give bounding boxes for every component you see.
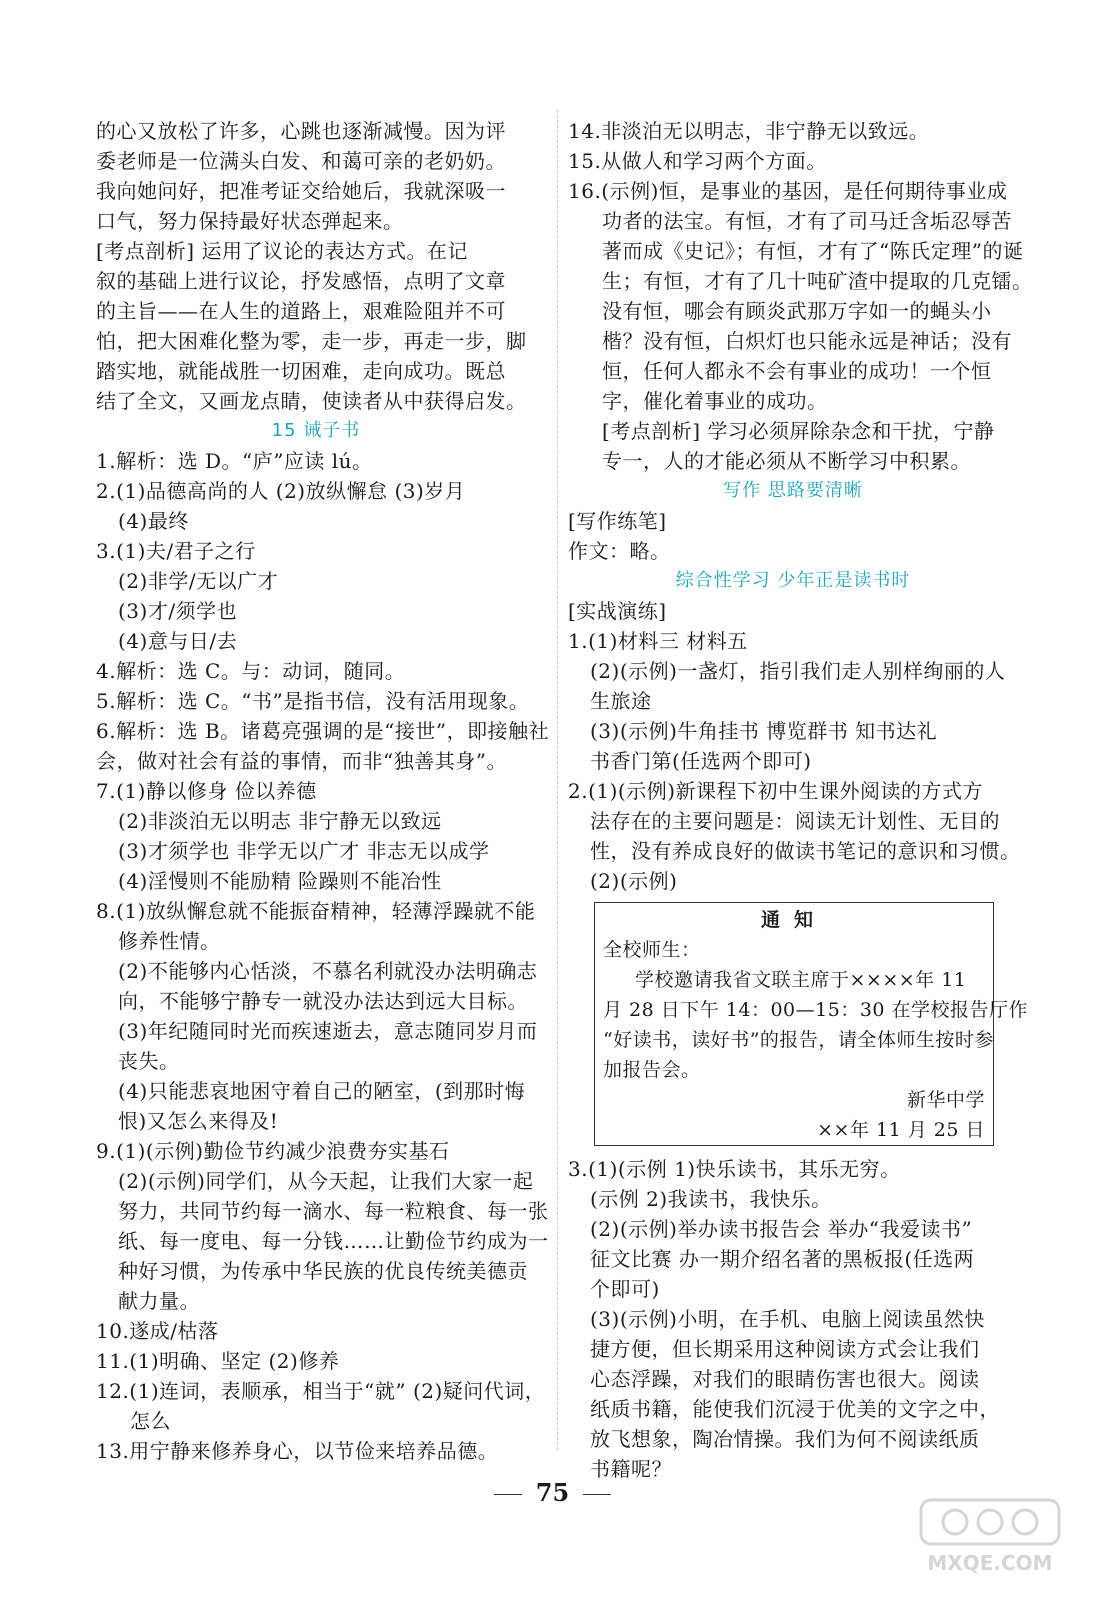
text-line: 功者的法宝。有恒，才有了司马迁含垢忍辱苦 xyxy=(602,209,1012,233)
text-line: 6.解析：选 B。诸葛亮强调的是“接世”，即接触社 xyxy=(96,719,550,743)
text-line: 丧失。 xyxy=(118,1049,180,1073)
text-line: 种好习惯，为传承中华民族的优良传统美德贡 xyxy=(118,1259,528,1283)
footer-dash-left xyxy=(494,1494,522,1495)
text-line: [实战演练] xyxy=(568,599,667,623)
text-line: 著而成《史记》；有恒，才有了“陈氏定理”的诞 xyxy=(602,239,1024,263)
text-line: 踏实地，就能战胜一切困难，走向成功。既总 xyxy=(96,359,506,383)
page-number: 75 xyxy=(535,1478,570,1507)
text-line: 纸、每一度电、每一分钱……让勤俭节约成为一 xyxy=(118,1229,549,1253)
section-heading: 15 诫子书 xyxy=(271,420,361,441)
text-line: 委老师是一位满头白发、和蔼可亲的老奶奶。 xyxy=(96,149,506,173)
text-line: 生旅途 xyxy=(590,689,652,713)
text-line: 向，不能够宁静专一就没办法达到远大目标。 xyxy=(118,989,528,1013)
text-line: 7.(1)静以修身 俭以养德 xyxy=(96,779,317,803)
right-column xyxy=(568,116,1033,1484)
text-line: 3.(1)(示例 1)快乐读书，其乐无穷。 xyxy=(568,1157,901,1181)
notice-greeting: 全校师生： xyxy=(603,939,701,961)
notice-body-line: 加报告会。 xyxy=(603,1059,701,1081)
text-line: [考点剖析] 运用了议论的表达方式。在记 xyxy=(96,239,468,263)
notice-body-line: “好读书，读好书”的报告，请全体师生按时参 xyxy=(603,1029,994,1051)
text-line: (4)淫慢则不能励精 险躁则不能冶性 xyxy=(118,869,442,893)
text-line: 2.(1)品德高尚的人 (2)放纵懈怠 (3)岁月 xyxy=(96,479,466,503)
text-line: 的主旨——在人生的道路上，艰难险阻并不可 xyxy=(96,299,506,323)
left-column xyxy=(96,116,550,1466)
text-line: (4)最终 xyxy=(118,509,189,533)
text-line: 9.(1)(示例)勤俭节约减少浪费夯实基石 xyxy=(96,1139,450,1163)
text-line: 性，没有养成良好的做读书笔记的意识和习惯。 xyxy=(590,839,1021,863)
text-line: 叙的基础上进行议论，抒发感悟，点明了文章 xyxy=(96,269,506,293)
text-line: (2)不能够内心恬淡，不慕名利就没办法明确志 xyxy=(118,959,538,983)
text-line: 心态浮躁，对我们的眼睛伤害也很大。阅读 xyxy=(590,1367,980,1391)
text-line: 征文比赛 办一期介绍名著的黑板报(任选两 xyxy=(590,1247,975,1271)
text-line: 4.解析：选 C。与：动词，随同。 xyxy=(96,659,406,683)
text-line: 8.(1)放纵懈怠就不能振奋精神，轻薄浮躁就不能 xyxy=(96,899,536,923)
text-line: 献力量。 xyxy=(118,1289,200,1313)
text-line: 恒，任何人都永不会有事业的成功！一个恒 xyxy=(602,359,992,383)
text-line: (示例 2)我读书，我快乐。 xyxy=(590,1187,832,1211)
text-line: 修养性情。 xyxy=(118,929,221,953)
text-line: 字，催化着事业的成功。 xyxy=(602,389,828,413)
text-line: (2)(示例)一盏灯，指引我们走人别样绚丽的人 xyxy=(590,659,1006,683)
text-line: 书香门第(任选两个即可) xyxy=(590,749,812,773)
text-line: 没有恒，哪会有顾炎武那万字如一的蝇头小 xyxy=(602,299,992,323)
text-line: 11.(1)明确、坚定 (2)修养 xyxy=(96,1349,340,1373)
text-line: 作文：略。 xyxy=(568,539,671,563)
text-line: 书籍呢？ xyxy=(590,1457,672,1481)
text-line: (2)(示例) xyxy=(590,869,678,893)
notice-date: ××年 11 月 25 日 xyxy=(817,1119,985,1141)
notice-signer: 新华中学 xyxy=(906,1089,985,1111)
notice-body-line: 月 28 日下午 14：00—15：30 在学校报告厅作 xyxy=(603,999,1029,1021)
text-line: 的心又放松了许多，心跳也逐渐减慢。因为评 xyxy=(96,119,506,143)
notice-body-line: 学校邀请我省文联主席于××××年 11 xyxy=(635,969,967,991)
text-line: 专一，人的才能必须从不断学习中积累。 xyxy=(602,449,971,473)
text-line: 结了全文，又画龙点睛，使读者从中获得启发。 xyxy=(96,389,527,413)
text-line: (3)年纪随同时光而疾速逝去，意志随同岁月而 xyxy=(118,1019,538,1043)
text-line: (3)(示例)小明，在手机、电脑上阅读虽然快 xyxy=(590,1307,985,1331)
text-line: 3.(1)夫/君子之行 xyxy=(96,539,256,563)
watermark-icon xyxy=(915,1496,1065,1578)
text-line: 放飞想象，陶冶情操。我们为何不阅读纸质 xyxy=(590,1427,980,1451)
footer-dash-right xyxy=(583,1494,611,1495)
text-line: 楷？没有恒，白炽灯也只能永远是神话；没有 xyxy=(602,329,1012,353)
text-line: 16.(示例)恒，是事业的基因，是任何期待事业成 xyxy=(568,179,1008,203)
text-line: 生；有恒，才有了几十吨矿渣中提取的几克镭。 xyxy=(602,269,1033,293)
text-line: 怕，把大困难化整为零，走一步，再走一步，脚 xyxy=(96,329,527,353)
watermark-text: MXQE.COM xyxy=(927,1551,1053,1575)
text-line: [写作练笔] xyxy=(568,509,667,533)
text-line: 1.(1)材料三 材料五 xyxy=(568,629,748,653)
text-line: (3)(示例)牛角挂书 博览群书 知书达礼 xyxy=(590,719,938,743)
section-heading: 写作 思路要清晰 xyxy=(723,480,863,501)
text-line: (3)才须学也 非学无以广才 非志无以成学 xyxy=(118,839,490,863)
section-heading: 综合性学习 少年正是读书时 xyxy=(675,570,911,591)
text-line: 个即可) xyxy=(590,1277,660,1301)
watermark-logo xyxy=(915,1496,1065,1578)
text-line: (2)非淡泊无以明志 非宁静无以致远 xyxy=(118,809,442,833)
text-line: 13.用宁静来修养身心，以节俭来培养品德。 xyxy=(96,1439,499,1463)
right-column-bottom xyxy=(568,1154,1018,1484)
text-line: 我向她问好，把准考证交给她后，我就深吸一 xyxy=(96,179,506,203)
text-line: 1.解析：选 D。“庐”应读 lú。 xyxy=(96,449,373,473)
text-line: 2.(1)(示例)新课程下初中生课外阅读的方式方 xyxy=(568,779,984,803)
right-column-top xyxy=(568,116,1033,896)
text-line: 15.从做人和学习两个方面。 xyxy=(568,149,827,173)
text-line: 恨)又怎么来得及! xyxy=(118,1109,279,1133)
text-line: 努力，共同节约每一滴水、每一粒粮食、每一张 xyxy=(118,1199,549,1223)
text-line: (3)才/须学也 xyxy=(118,599,238,623)
text-line: 法存在的主要问题是：阅读无计划性、无目的 xyxy=(590,809,1000,833)
text-line: 12.(1)连词，表顺承，相当于“就” (2)疑问代词， xyxy=(96,1379,546,1403)
text-line: 5.解析：选 C。“书”是指书信，没有活用现象。 xyxy=(96,689,530,713)
text-line: 纸质书籍，能使我们沉浸于优美的文字之中， xyxy=(590,1397,1000,1421)
notice-box xyxy=(594,902,1029,1146)
text-line: 捷方便，但长期采用这种阅读方式会让我们 xyxy=(590,1337,980,1361)
text-line: (2)(示例)同学们，从今天起，让我们大家一起 xyxy=(118,1169,534,1193)
notice-title: 通知 xyxy=(760,909,827,931)
text-line: 10.遂成/枯落 xyxy=(96,1319,219,1343)
text-line: 会，做对社会有益的事情，而非“独善其身”。 xyxy=(96,749,507,773)
text-line: (4)只能悲哀地困守着自己的陋室，(到那时悔 xyxy=(118,1079,526,1103)
column-divider xyxy=(557,110,558,1450)
text-line: (2)(示例)举办读书报告会 举办“我爱读书” xyxy=(590,1217,973,1241)
text-line: (2)非学/无以广才 xyxy=(118,569,279,593)
text-line: 怎么 xyxy=(130,1409,171,1433)
text-line: (4)意与日/去 xyxy=(118,629,238,653)
text-line: [考点剖析] 学习必须屏除杂念和干扰，宁静 xyxy=(602,419,995,443)
text-line: 14.非淡泊无以明志，非宁静无以致远。 xyxy=(568,119,930,143)
text-line: 口气，努力保持最好状态弹起来。 xyxy=(96,209,404,233)
